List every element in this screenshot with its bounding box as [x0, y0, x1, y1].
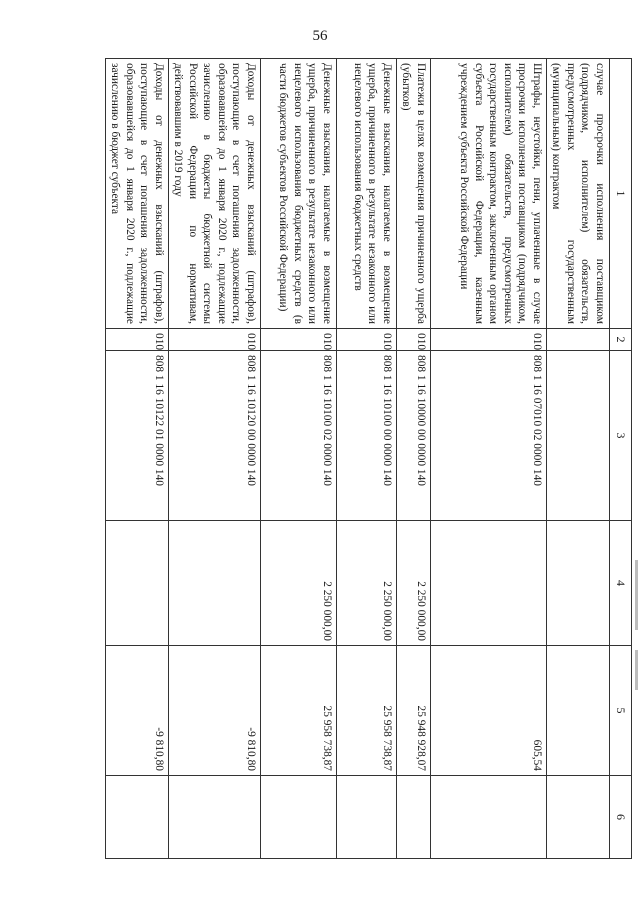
- page-number: 56: [312, 28, 328, 44]
- scan-edge-mark: [635, 560, 638, 630]
- cell-name: Денежные взыскания, налагаемые в возмещение ущерба, причиненного в результате незаконного или нецелевого использования бюджетных средств (в части бюджетов субъектов Российской Федерации): [261, 59, 337, 329]
- rotated-table-frame: [109, 58, 632, 858]
- cell-c6: [106, 776, 169, 859]
- table-row: [397, 59, 431, 859]
- cell-code: 010: [397, 329, 431, 351]
- table-row: [169, 59, 261, 859]
- cell-name: случае просрочки исполнения поставщиком (подрядчиком, исполнителем) обязательств, предусмотренных государственным (муниципальным) контрактом: [547, 59, 610, 329]
- cell-exec: 25 958 738,87: [337, 646, 397, 776]
- table-header-row: [610, 59, 632, 859]
- cell-exec: -9 810,80: [106, 646, 169, 776]
- cell-c6: [261, 776, 337, 859]
- cell-c6: [169, 776, 261, 859]
- cell-name: Штрафы, неустойки, пени, уплаченные в случае просрочки исполнения поставщиком (подрядчиком, исполнителем) обязательств, предусмотренных государственным контрактом, заключенным органом субъекта Российской Федерации, казенным учреждением субъекта Российской Федерации: [431, 59, 547, 329]
- table-row: [337, 59, 397, 859]
- column-header: 3: [610, 351, 632, 521]
- cell-kbk: 808 1 16 10000 00 0000 140: [397, 351, 431, 521]
- table-row: [431, 59, 547, 859]
- cell-plan: [431, 521, 547, 646]
- table-row: [261, 59, 337, 859]
- cell-kbk: 808 1 16 10100 00 0000 140: [337, 351, 397, 521]
- cell-name: Платежи в целях возмещения причиненного ущерба (убытков): [397, 59, 431, 329]
- cell-plan: [106, 521, 169, 646]
- cell-exec: 25 958 738,87: [261, 646, 337, 776]
- column-header: 1: [610, 59, 632, 329]
- cell-c6: [547, 776, 610, 859]
- cell-plan: [547, 521, 610, 646]
- cell-c6: [397, 776, 431, 859]
- revenue-table: [105, 58, 632, 859]
- column-header: 4: [610, 521, 632, 646]
- cell-kbk: 808 1 16 10122 01 0000 140: [106, 351, 169, 521]
- cell-plan: 2 250 000,00: [337, 521, 397, 646]
- table-row: [547, 59, 610, 859]
- cell-code: 010: [106, 329, 169, 351]
- cell-code: 010: [261, 329, 337, 351]
- scan-edge-mark: [635, 650, 638, 690]
- cell-kbk: 808 1 16 10120 00 0000 140: [169, 351, 261, 521]
- cell-code: 010: [169, 329, 261, 351]
- cell-kbk: 808 1 16 07010 02 0000 140: [431, 351, 547, 521]
- column-header: 5: [610, 646, 632, 776]
- cell-code: [547, 329, 610, 351]
- cell-exec: 25 948 928,07: [397, 646, 431, 776]
- cell-name: Доходы от денежных взысканий (штрафов), поступающие в счет погашения задолженности, образовавшейся до 1 января 2020 г., подлежащие зачислению в бюджет субъекта: [106, 59, 169, 329]
- cell-code: 010: [337, 329, 397, 351]
- cell-exec: 605,54: [431, 646, 547, 776]
- cell-plan: 2 250 000,00: [397, 521, 431, 646]
- cell-code: 010: [431, 329, 547, 351]
- cell-plan: [169, 521, 261, 646]
- column-header: 6: [610, 776, 632, 859]
- cell-kbk: 808 1 16 10100 02 0000 140: [261, 351, 337, 521]
- cell-exec: [547, 646, 610, 776]
- cell-name: Денежные взыскания, налагаемые в возмещение ущерба, причиненного в результате незаконного или нецелевого использования бюджетных средств: [337, 59, 397, 329]
- cell-exec: -9 810,80: [169, 646, 261, 776]
- table-row: [106, 59, 169, 859]
- cell-name: Доходы от денежных взысканий (штрафов), поступающие в счет погашения задолженности, образовавшейся до 1 января 2020 г., подлежащие зачислению в бюджеты бюджетной системы Российской Федерации по нормативам, действовавшим в 2019 году: [169, 59, 261, 329]
- column-header: 2: [610, 329, 632, 351]
- cell-kbk: [547, 351, 610, 521]
- cell-c6: [337, 776, 397, 859]
- cell-c6: [431, 776, 547, 859]
- cell-plan: 2 250 000,00: [261, 521, 337, 646]
